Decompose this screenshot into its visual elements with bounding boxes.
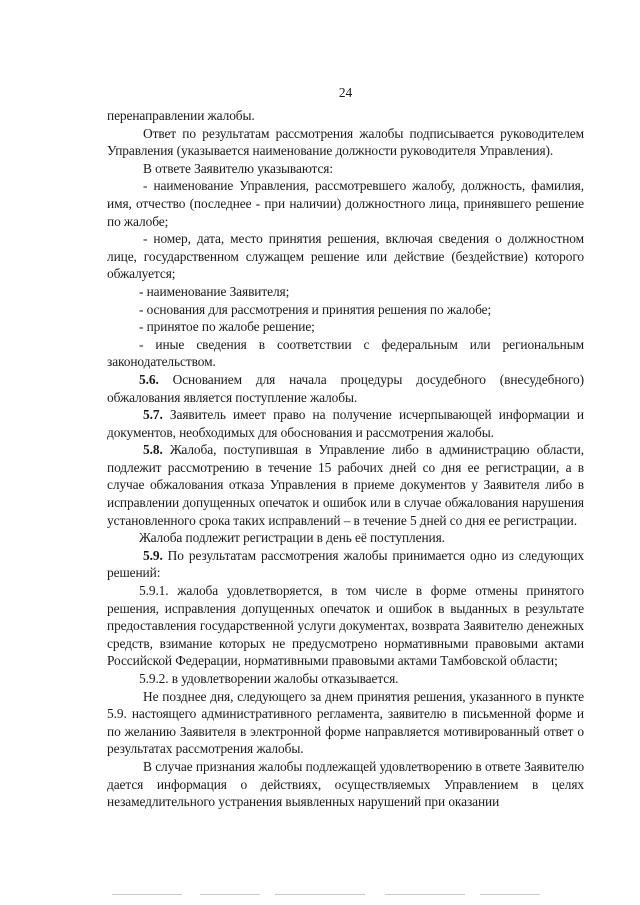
list-item-applicant-name: - наименование Заявителя; <box>139 283 290 299</box>
clause-text: Основанием для начала процедуры досудебного (внесудебного) обжалования является поступление жалобы. <box>107 371 584 405</box>
paragraph-satisfied-complaint: В случае признания жалобы подлежащей удовлетворению в ответе Заявителю дается информация о действиях, осуществляемых Управлением в целях незамедлительного устранения выявленных нарушений при оказании <box>107 758 584 810</box>
list-item-department-name: - наименование Управления, рассмотревшего жалобу, должность, фамилия, имя, отчество (последнее - при наличии) должностного лица, принявшего решение по жалобе; <box>107 178 584 229</box>
footer-divider <box>112 894 182 895</box>
paragraph-registration: Жалоба подлежит регистрации в день её поступления. <box>139 530 445 546</box>
clause-5-9-2: 5.9.2. в удовлетворении жалобы отказывается. <box>139 671 399 686</box>
paragraph-response-signature: Ответ по результатам рассмотрения жалобы подписывается руководителем Управления (указывается наименование должности руководителя Управления). <box>107 125 584 159</box>
clause-5-9-1: 5.9.1. жалоба удовлетворяется, в том числе в форме отмены принятого решения, исправления допущенных опечаток и ошибок в выданных в результате предоставления государственной услуги документах, возврата Заявителю денежных средств, взимание которых не предусмотрено нормативными правовыми актами Российской Федерации, нормативными правовыми актами Тамбовской области; <box>107 583 584 669</box>
paragraph-continuation: перенаправлении жалобы. <box>107 108 255 123</box>
clause-number: 5.8. <box>143 442 163 458</box>
footer-divider <box>200 894 260 895</box>
clause-5-9 <box>107 547 584 582</box>
clause-number: 5.6. <box>139 371 159 387</box>
footer-divider <box>480 894 540 895</box>
page-number: 24 <box>338 85 353 100</box>
paragraph-response-contents-intro: В ответе Заявителю указываются: <box>143 160 333 176</box>
clause-text: Жалоба, поступившая в Управление либо в администрацию области, подлежит рассмотрению в течение 15 рабочих дней со дня ее регистрации, а в случае обжалования отказа Управления в приеме документов у Заявителя либо в исправлении допущенных опечаток и ошибок или в случае обжалования нарушения установленного срока таких исправлений – в течение 5 дней со дня ее регистрации. <box>107 442 584 528</box>
list-item-decision: - принятое по жалобе решение; <box>139 319 315 335</box>
list-item-grounds: - основания для рассмотрения и принятия решения по жалобе; <box>139 301 492 317</box>
list-item-decision-details: - номер, дата, место принятия решения, включая сведения о должностном лице, государственном служащем решение или действие (бездействие) которого обжалуется; <box>107 231 584 282</box>
clause-number: 5.7. <box>143 407 163 423</box>
paragraph-response-deadline: Не позднее дня, следующего за днем принятия решения, указанного в пункте 5.9. настоящего административного регламента, заявителю в письменной форме и по желанию Заявителя в электронной форме направляется мотивированный ответ о результатах рассмотрения жалобы. <box>107 688 584 757</box>
clause-5-8 <box>107 441 584 529</box>
clause-text: По результатам рассмотрения жалобы принимается одно из следующих решений: <box>107 547 584 581</box>
document-page <box>107 84 584 811</box>
clause-number: 5.9. <box>143 547 163 563</box>
footer-divider <box>275 894 365 895</box>
clause-5-7 <box>107 406 584 441</box>
clause-5-6 <box>107 371 584 406</box>
list-item-other-info: - иные сведения в соответствии с федеральным или региональным законодательством. <box>107 336 584 370</box>
footer-divider <box>385 894 465 895</box>
clause-text: Заявитель имеет право на получение исчерпывающей информации и документов, необходимых для обоснования и рассмотрения жалобы. <box>107 407 584 440</box>
